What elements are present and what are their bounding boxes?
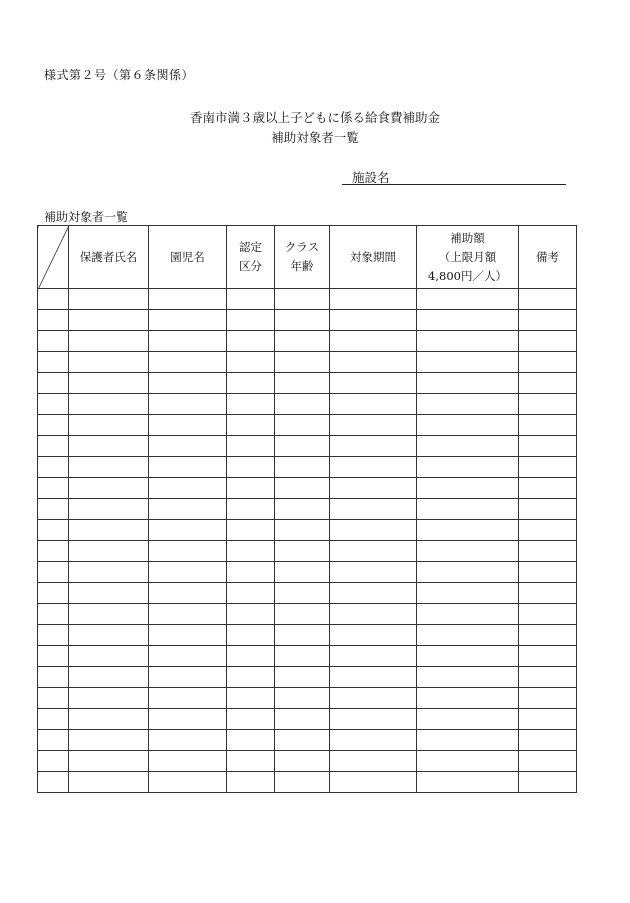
class-age-cell[interactable] [275, 478, 330, 499]
certification-cell[interactable] [227, 730, 275, 751]
certification-cell[interactable] [227, 415, 275, 436]
child-name-cell[interactable] [149, 730, 227, 751]
child-name-cell[interactable] [149, 499, 227, 520]
class-age-cell[interactable] [275, 457, 330, 478]
child-name-cell[interactable] [149, 646, 227, 667]
child-name-cell[interactable] [149, 520, 227, 541]
child-name-cell[interactable] [149, 373, 227, 394]
certification-cell[interactable] [227, 394, 275, 415]
child-name-cell[interactable] [149, 604, 227, 625]
table-row [38, 394, 577, 415]
certification-cell[interactable] [227, 709, 275, 730]
table-row [38, 499, 577, 520]
guardian-name-cell[interactable] [69, 415, 149, 436]
row-number-cell[interactable] [38, 436, 69, 457]
guardian-name-cell[interactable] [69, 520, 149, 541]
certification-cell[interactable] [227, 583, 275, 604]
remarks-cell[interactable] [519, 604, 577, 625]
period-cell[interactable] [330, 373, 417, 394]
table-row [38, 688, 577, 709]
remarks-cell[interactable] [519, 751, 577, 772]
table-row [38, 709, 577, 730]
row-number-cell[interactable] [38, 709, 69, 730]
subsidy-amount-cell[interactable] [417, 583, 519, 604]
table-row [38, 541, 577, 562]
subsidy-amount-cell[interactable] [417, 625, 519, 646]
class-age-cell[interactable] [275, 310, 330, 331]
class-age-cell[interactable] [275, 331, 330, 352]
row-number-cell[interactable] [38, 625, 69, 646]
period-cell[interactable] [330, 499, 417, 520]
subsidy-amount-cell[interactable] [417, 310, 519, 331]
table-row [38, 478, 577, 499]
child-name-cell[interactable] [149, 562, 227, 583]
guardian-name-cell[interactable] [69, 457, 149, 478]
subsidy-amount-cell[interactable] [417, 415, 519, 436]
subsidy-amount-cell[interactable] [417, 646, 519, 667]
period-cell[interactable] [330, 625, 417, 646]
class-age-cell[interactable] [275, 772, 330, 793]
class-age-cell[interactable] [275, 394, 330, 415]
guardian-name-cell[interactable] [69, 751, 149, 772]
certification-cell[interactable] [227, 457, 275, 478]
class-age-cell[interactable] [275, 436, 330, 457]
class-age-cell[interactable] [275, 625, 330, 646]
class-age-cell[interactable] [275, 541, 330, 562]
remarks-cell[interactable] [519, 499, 577, 520]
certification-cell[interactable] [227, 478, 275, 499]
subsidy-amount-cell[interactable] [417, 562, 519, 583]
facility-name-label: 施設名 [352, 170, 390, 185]
certification-cell[interactable] [227, 373, 275, 394]
guardian-name-cell[interactable] [69, 541, 149, 562]
child-name-cell[interactable] [149, 394, 227, 415]
period-cell[interactable] [330, 562, 417, 583]
remarks-cell[interactable] [519, 289, 577, 310]
class-age-cell[interactable] [275, 583, 330, 604]
certification-cell[interactable] [227, 520, 275, 541]
certification-cell[interactable] [227, 541, 275, 562]
child-name-cell[interactable] [149, 352, 227, 373]
row-number-cell[interactable] [38, 604, 69, 625]
remarks-cell[interactable] [519, 457, 577, 478]
header-class-age: クラス 年齢 [275, 226, 330, 289]
row-number-cell[interactable] [38, 667, 69, 688]
diagonal-corner-cell [38, 226, 69, 289]
certification-cell[interactable] [227, 751, 275, 772]
certification-cell[interactable] [227, 436, 275, 457]
row-number-cell[interactable] [38, 562, 69, 583]
certification-cell[interactable] [227, 289, 275, 310]
period-cell[interactable] [330, 289, 417, 310]
guardian-name-cell[interactable] [69, 667, 149, 688]
row-number-cell[interactable] [38, 751, 69, 772]
row-number-cell[interactable] [38, 352, 69, 373]
child-name-cell[interactable] [149, 541, 227, 562]
guardian-name-cell[interactable] [69, 604, 149, 625]
header-certification: 認定 区分 [227, 226, 275, 289]
table-row [38, 373, 577, 394]
subsidy-amount-cell[interactable] [417, 394, 519, 415]
subsidy-amount-cell[interactable] [417, 667, 519, 688]
period-cell[interactable] [330, 688, 417, 709]
period-cell[interactable] [330, 646, 417, 667]
period-cell[interactable] [330, 457, 417, 478]
header-remarks: 備考 [519, 226, 577, 289]
row-number-cell[interactable] [38, 394, 69, 415]
remarks-cell[interactable] [519, 772, 577, 793]
row-number-cell[interactable] [38, 310, 69, 331]
certification-cell[interactable] [227, 646, 275, 667]
period-cell[interactable] [330, 520, 417, 541]
child-name-cell[interactable] [149, 709, 227, 730]
remarks-cell[interactable] [519, 625, 577, 646]
table-row [38, 646, 577, 667]
remarks-cell[interactable] [519, 310, 577, 331]
class-age-cell[interactable] [275, 709, 330, 730]
remarks-cell[interactable] [519, 352, 577, 373]
remarks-cell[interactable] [519, 478, 577, 499]
remarks-cell[interactable] [519, 667, 577, 688]
class-age-cell[interactable] [275, 289, 330, 310]
certification-cell[interactable] [227, 625, 275, 646]
period-cell[interactable] [330, 394, 417, 415]
header-child-name: 園児名 [149, 226, 227, 289]
table-row [38, 772, 577, 793]
child-name-cell[interactable] [149, 289, 227, 310]
period-cell[interactable] [330, 709, 417, 730]
row-number-cell[interactable] [38, 457, 69, 478]
subsidy-amount-cell[interactable] [417, 688, 519, 709]
class-age-cell[interactable] [275, 562, 330, 583]
child-name-cell[interactable] [149, 772, 227, 793]
remarks-cell[interactable] [519, 436, 577, 457]
subsidy-amount-cell[interactable] [417, 709, 519, 730]
period-cell[interactable] [330, 772, 417, 793]
period-cell[interactable] [330, 751, 417, 772]
table-row [38, 583, 577, 604]
table-row [38, 625, 577, 646]
row-number-cell[interactable] [38, 772, 69, 793]
remarks-cell[interactable] [519, 373, 577, 394]
table-row [38, 310, 577, 331]
table-row [38, 415, 577, 436]
row-number-cell[interactable] [38, 373, 69, 394]
child-name-cell[interactable] [149, 415, 227, 436]
row-number-cell[interactable] [38, 478, 69, 499]
child-name-cell[interactable] [149, 583, 227, 604]
subsidy-amount-cell[interactable] [417, 730, 519, 751]
subsidy-amount-cell[interactable] [417, 457, 519, 478]
remarks-cell[interactable] [519, 730, 577, 751]
certification-cell[interactable] [227, 352, 275, 373]
row-number-cell[interactable] [38, 331, 69, 352]
class-age-cell[interactable] [275, 688, 330, 709]
child-name-cell[interactable] [149, 688, 227, 709]
table-row [38, 436, 577, 457]
class-age-cell[interactable] [275, 730, 330, 751]
row-number-cell[interactable] [38, 289, 69, 310]
document-subtitle: 補助対象者一覧 [271, 130, 359, 145]
child-name-cell[interactable] [149, 751, 227, 772]
row-number-cell[interactable] [38, 688, 69, 709]
class-age-cell[interactable] [275, 667, 330, 688]
class-age-cell[interactable] [275, 604, 330, 625]
table-row [38, 562, 577, 583]
guardian-name-cell[interactable] [69, 772, 149, 793]
guardian-name-cell[interactable] [69, 478, 149, 499]
certification-cell[interactable] [227, 310, 275, 331]
remarks-cell[interactable] [519, 394, 577, 415]
header-period: 対象期間 [330, 226, 417, 289]
guardian-name-cell[interactable] [69, 562, 149, 583]
remarks-cell[interactable] [519, 541, 577, 562]
table-row [38, 604, 577, 625]
certification-cell[interactable] [227, 562, 275, 583]
header-guardian-name: 保護者氏名 [69, 226, 149, 289]
child-name-cell[interactable] [149, 457, 227, 478]
class-age-cell[interactable] [275, 751, 330, 772]
facility-name-field[interactable] [342, 168, 566, 185]
child-name-cell[interactable] [149, 331, 227, 352]
row-number-cell[interactable] [38, 415, 69, 436]
period-cell[interactable] [330, 541, 417, 562]
row-number-cell[interactable] [38, 646, 69, 667]
remarks-cell[interactable] [519, 688, 577, 709]
subsidy-amount-cell[interactable] [417, 772, 519, 793]
guardian-name-cell[interactable] [69, 646, 149, 667]
period-cell[interactable] [330, 583, 417, 604]
table-row [38, 520, 577, 541]
guardian-name-cell[interactable] [69, 499, 149, 520]
period-cell[interactable] [330, 604, 417, 625]
row-number-cell[interactable] [38, 520, 69, 541]
row-number-cell[interactable] [38, 730, 69, 751]
class-age-cell[interactable] [275, 499, 330, 520]
certification-cell[interactable] [227, 688, 275, 709]
remarks-cell[interactable] [519, 520, 577, 541]
class-age-cell[interactable] [275, 415, 330, 436]
subsidy-amount-cell[interactable] [417, 541, 519, 562]
guardian-name-cell[interactable] [69, 289, 149, 310]
guardian-name-cell[interactable] [69, 583, 149, 604]
guardian-name-cell[interactable] [69, 625, 149, 646]
guardian-name-cell[interactable] [69, 394, 149, 415]
table-row [38, 730, 577, 751]
table-row [38, 352, 577, 373]
subsidy-amount-cell[interactable] [417, 499, 519, 520]
remarks-cell[interactable] [519, 331, 577, 352]
guardian-name-cell[interactable] [69, 331, 149, 352]
class-age-cell[interactable] [275, 646, 330, 667]
remarks-cell[interactable] [519, 583, 577, 604]
row-number-cell[interactable] [38, 499, 69, 520]
subsidy-amount-cell[interactable] [417, 478, 519, 499]
table-row [38, 331, 577, 352]
remarks-cell[interactable] [519, 415, 577, 436]
guardian-name-cell[interactable] [69, 688, 149, 709]
period-cell[interactable] [330, 331, 417, 352]
child-name-cell[interactable] [149, 436, 227, 457]
period-cell[interactable] [330, 436, 417, 457]
period-cell[interactable] [330, 310, 417, 331]
period-cell[interactable] [330, 415, 417, 436]
class-age-cell[interactable] [275, 373, 330, 394]
child-name-cell[interactable] [149, 478, 227, 499]
subsidy-amount-cell[interactable] [417, 352, 519, 373]
table-row [38, 751, 577, 772]
form-number: 様式第２号（第６条関係） [44, 68, 195, 82]
remarks-cell[interactable] [519, 562, 577, 583]
remarks-cell[interactable] [519, 646, 577, 667]
row-number-cell[interactable] [38, 541, 69, 562]
subsidy-amount-cell[interactable] [417, 331, 519, 352]
remarks-cell[interactable] [519, 709, 577, 730]
list-caption: 補助対象者一覧 [44, 210, 129, 224]
child-name-cell[interactable] [149, 310, 227, 331]
subsidy-amount-cell[interactable] [417, 604, 519, 625]
subsidy-amount-cell[interactable] [417, 289, 519, 310]
guardian-name-cell[interactable] [69, 310, 149, 331]
certification-cell[interactable] [227, 331, 275, 352]
certification-cell[interactable] [227, 604, 275, 625]
table-row [38, 667, 577, 688]
subsidy-amount-cell[interactable] [417, 520, 519, 541]
table-row [38, 457, 577, 478]
subsidy-amount-cell[interactable] [417, 436, 519, 457]
child-name-cell[interactable] [149, 625, 227, 646]
certification-cell[interactable] [227, 667, 275, 688]
table-row [38, 289, 577, 310]
certification-cell[interactable] [227, 772, 275, 793]
guardian-name-cell[interactable] [69, 709, 149, 730]
row-number-cell[interactable] [38, 583, 69, 604]
period-cell[interactable] [330, 730, 417, 751]
subsidy-amount-cell[interactable] [417, 751, 519, 772]
period-cell[interactable] [330, 478, 417, 499]
period-cell[interactable] [330, 667, 417, 688]
guardian-name-cell[interactable] [69, 373, 149, 394]
subsidy-amount-cell[interactable] [417, 373, 519, 394]
recipient-table [37, 225, 577, 793]
document-title: 香南市満３歳以上子どもに係る給食費補助金 [189, 110, 440, 125]
child-name-cell[interactable] [149, 667, 227, 688]
guardian-name-cell[interactable] [69, 352, 149, 373]
guardian-name-cell[interactable] [69, 436, 149, 457]
class-age-cell[interactable] [275, 352, 330, 373]
class-age-cell[interactable] [275, 520, 330, 541]
table-header-row [38, 226, 577, 289]
certification-cell[interactable] [227, 499, 275, 520]
period-cell[interactable] [330, 352, 417, 373]
header-subsidy-amount: 補助額 （上限月額 4,800円／人） [417, 226, 519, 289]
guardian-name-cell[interactable] [69, 730, 149, 751]
